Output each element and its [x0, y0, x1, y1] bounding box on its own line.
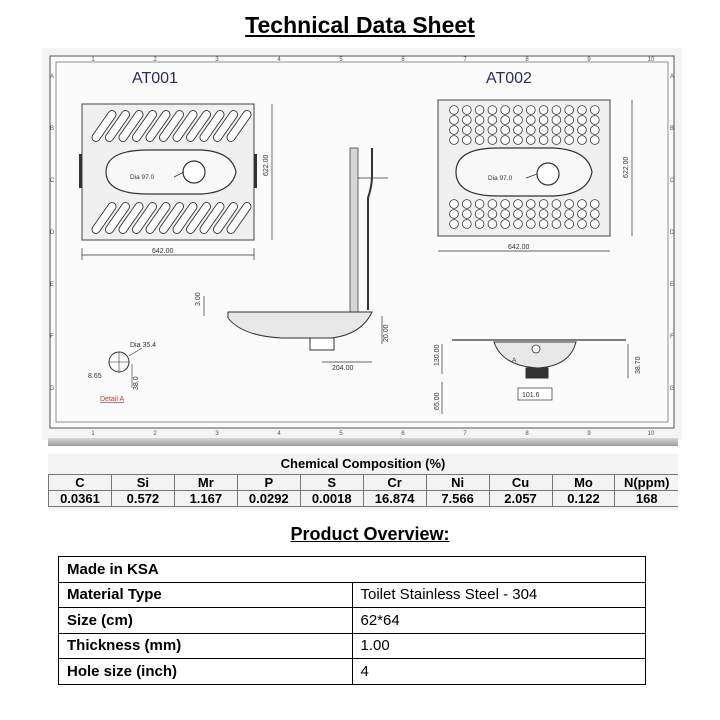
dot: [488, 200, 497, 209]
overview-row: [59, 608, 646, 634]
chem-header-cell: Ni: [426, 475, 489, 491]
dot: [539, 106, 548, 115]
page-title: Technical Data Sheet: [245, 12, 475, 38]
dot: [514, 200, 523, 209]
dot: [552, 220, 561, 229]
dot: [526, 200, 535, 209]
dot: [539, 210, 548, 219]
handle-left-at001: [79, 154, 82, 188]
height-label-at001: 622.00: [263, 154, 270, 176]
border-letter: B: [669, 126, 675, 132]
border-number: 2: [153, 431, 157, 437]
dot: [590, 106, 599, 115]
border-number: 7: [463, 57, 467, 63]
chem-header-cell: Mo: [552, 475, 615, 491]
dot: [450, 210, 459, 219]
dot: [578, 220, 587, 229]
model-label-at001: AT001: [132, 70, 178, 87]
chemical-composition: [48, 454, 678, 510]
dot: [578, 136, 587, 145]
dot: [514, 136, 523, 145]
chem-header-cell: Mr: [174, 475, 237, 491]
dot: [488, 136, 497, 145]
dot: [539, 200, 548, 209]
dot: [501, 210, 510, 219]
drain-hole-at001: [183, 161, 205, 183]
overview-value: Toilet Stainless Steel - 304: [352, 582, 646, 608]
dot: [552, 126, 561, 135]
chem-value-cell: 16.874: [363, 491, 426, 507]
chem-value-cell: 0.572: [111, 491, 174, 507]
dim-label-2000: 20.00: [383, 324, 390, 342]
outlet-section: [310, 338, 334, 350]
chem-header-cell: P: [237, 475, 300, 491]
border-letter: A: [669, 74, 675, 80]
outlet-front: [526, 368, 548, 378]
dim-label-1016: 101.6: [522, 392, 540, 399]
dot: [488, 220, 497, 229]
border-number: 6: [401, 57, 405, 63]
border-number: 7: [463, 431, 467, 437]
chem-header-cell: S: [300, 475, 363, 491]
pan-outline-at001: [106, 150, 236, 194]
dot: [552, 210, 561, 219]
overview-value: 4: [352, 659, 646, 685]
overview-value: 1.00: [352, 633, 646, 659]
dot: [552, 106, 561, 115]
chem-header-cell: Cr: [363, 475, 426, 491]
dot: [462, 106, 471, 115]
dot: [578, 210, 587, 219]
chem-value-cell: 7.566: [426, 491, 489, 507]
dot: [475, 106, 484, 115]
detail-865-label: 8.65: [88, 373, 102, 380]
overview-title: Product Overview:: [290, 524, 450, 544]
dot: [450, 116, 459, 125]
border-number: 9: [587, 57, 591, 63]
dot: [526, 210, 535, 219]
border-number: 4: [277, 431, 281, 437]
dot: [450, 136, 459, 145]
model-label-at002: AT002: [486, 70, 532, 87]
overview-row: [59, 582, 646, 608]
dot: [578, 116, 587, 125]
dot: [578, 200, 587, 209]
border-number: 9: [587, 431, 591, 437]
dot: [526, 106, 535, 115]
width-label-at001: 642.00: [152, 248, 174, 255]
dot: [552, 116, 561, 125]
border-number: 10: [647, 431, 655, 437]
border-letter: A: [49, 74, 55, 80]
detail-dia-label: Dia 35.4: [130, 342, 157, 349]
chem-value-cell: 0.0292: [237, 491, 300, 507]
dot: [552, 136, 561, 145]
made-in-row: [59, 557, 646, 583]
dot: [565, 106, 574, 115]
dot: [475, 200, 484, 209]
dot: [565, 136, 574, 145]
border-number: 5: [339, 431, 343, 437]
border-number: 4: [277, 57, 281, 63]
dot: [501, 116, 510, 125]
dot: [526, 126, 535, 135]
dot: [501, 200, 510, 209]
dot: [488, 126, 497, 135]
border-letter: F: [670, 334, 674, 340]
dot: [462, 126, 471, 135]
dot: [590, 116, 599, 125]
border-number: 6: [401, 431, 405, 437]
overview-label: Material Type: [59, 582, 353, 608]
border-letter: E: [49, 282, 55, 288]
chem-value-cell: 0.0361: [49, 491, 112, 507]
dot: [590, 200, 599, 209]
dot: [514, 210, 523, 219]
border-number: 3: [215, 57, 219, 63]
dot: [462, 136, 471, 145]
chem-header-cell: Cu: [489, 475, 552, 491]
overview-label: Size (cm): [59, 608, 353, 634]
chem-header-cell: Si: [111, 475, 174, 491]
dot: [539, 136, 548, 145]
dia-label-at002: Dia 97.0: [488, 175, 513, 182]
dim-label-300: 3.00: [195, 292, 202, 306]
dot: [475, 116, 484, 125]
border-number: 5: [339, 57, 343, 63]
detail-380-label: 38.0: [133, 376, 140, 390]
chem-header-cell: N(ppm): [615, 475, 678, 491]
border-number: 1: [91, 431, 95, 437]
border-letter: B: [49, 126, 55, 132]
dot: [578, 106, 587, 115]
chem-value-cell: 0.122: [552, 491, 615, 507]
overview-value: 62*64: [352, 608, 646, 634]
border-letter: G: [49, 386, 55, 392]
dot: [475, 210, 484, 219]
overview-row: [59, 633, 646, 659]
overview-label: Hole size (inch): [59, 659, 353, 685]
wall-section: [350, 148, 358, 318]
dia-label-at001: Dia 97.0: [130, 174, 155, 181]
dot: [526, 220, 535, 229]
chem-value-cell: 1.167: [174, 491, 237, 507]
dot: [565, 200, 574, 209]
border-number: 8: [525, 431, 529, 437]
chemical-header-row: [49, 475, 679, 491]
dot: [488, 210, 497, 219]
drain-hole-at002: [537, 163, 559, 185]
chemical-value-row: [49, 491, 679, 507]
handle-right-at001: [254, 154, 257, 188]
border-letter: E: [669, 282, 675, 288]
dot: [450, 126, 459, 135]
dot: [526, 116, 535, 125]
dot: [590, 136, 599, 145]
dot: [539, 126, 548, 135]
technical-drawing: [42, 48, 682, 440]
border-letter: F: [50, 334, 54, 340]
chemical-title: Chemical Composition (%): [280, 456, 446, 471]
overview-label: Thickness (mm): [59, 633, 353, 659]
label-a: A: [512, 357, 517, 364]
dim-label-13000: 130.00: [434, 344, 441, 366]
dot: [475, 126, 484, 135]
chem-value-cell: 2.057: [489, 491, 552, 507]
dot: [501, 106, 510, 115]
dot: [450, 220, 459, 229]
dot: [552, 200, 561, 209]
dot: [450, 200, 459, 209]
border-letter: D: [49, 230, 55, 236]
dot: [450, 106, 459, 115]
dot: [565, 210, 574, 219]
dot: [539, 116, 548, 125]
dot: [462, 116, 471, 125]
dot: [514, 126, 523, 135]
border-letter: D: [669, 230, 675, 236]
dot: [578, 126, 587, 135]
border-number: 2: [153, 57, 157, 63]
pan-outline-at002: [456, 148, 592, 196]
dot: [501, 136, 510, 145]
dot: [526, 136, 535, 145]
dim-label-3870: 38.70: [635, 356, 642, 374]
dot: [514, 116, 523, 125]
dot: [565, 126, 574, 135]
dim-label-20400: 204.00: [332, 365, 354, 372]
dot: [565, 116, 574, 125]
height-label-at002: 622.00: [623, 156, 630, 178]
dot: [475, 136, 484, 145]
dim-label-6500: 65.00: [434, 392, 441, 410]
border-number: 3: [215, 431, 219, 437]
dot: [501, 126, 510, 135]
dot: [514, 106, 523, 115]
chemical-table: [48, 474, 678, 507]
dot: [514, 220, 523, 229]
dot: [590, 126, 599, 135]
dot: [462, 200, 471, 209]
dot: [462, 210, 471, 219]
width-label-at002: 642.00: [508, 244, 530, 251]
border-letter: C: [669, 178, 675, 184]
dot: [590, 210, 599, 219]
border-letter: G: [669, 386, 675, 392]
chem-value-cell: 168: [615, 491, 678, 507]
border-number: 8: [525, 57, 529, 63]
dot: [501, 220, 510, 229]
made-in-cell: Made in KSA: [59, 557, 646, 583]
dot: [475, 220, 484, 229]
dot: [488, 106, 497, 115]
border-number: 1: [91, 57, 95, 63]
dot: [488, 116, 497, 125]
product-overview-table: [58, 556, 646, 685]
border-number: 10: [647, 57, 655, 63]
dot: [462, 220, 471, 229]
chem-header-cell: C: [49, 475, 112, 491]
dot: [565, 220, 574, 229]
border-letter: C: [49, 178, 55, 184]
detail-a-label: Detail A: [100, 396, 125, 403]
separator-band: [48, 438, 678, 446]
dot: [539, 220, 548, 229]
dot: [590, 220, 599, 229]
overview-row: [59, 659, 646, 685]
chem-value-cell: 0.0018: [300, 491, 363, 507]
